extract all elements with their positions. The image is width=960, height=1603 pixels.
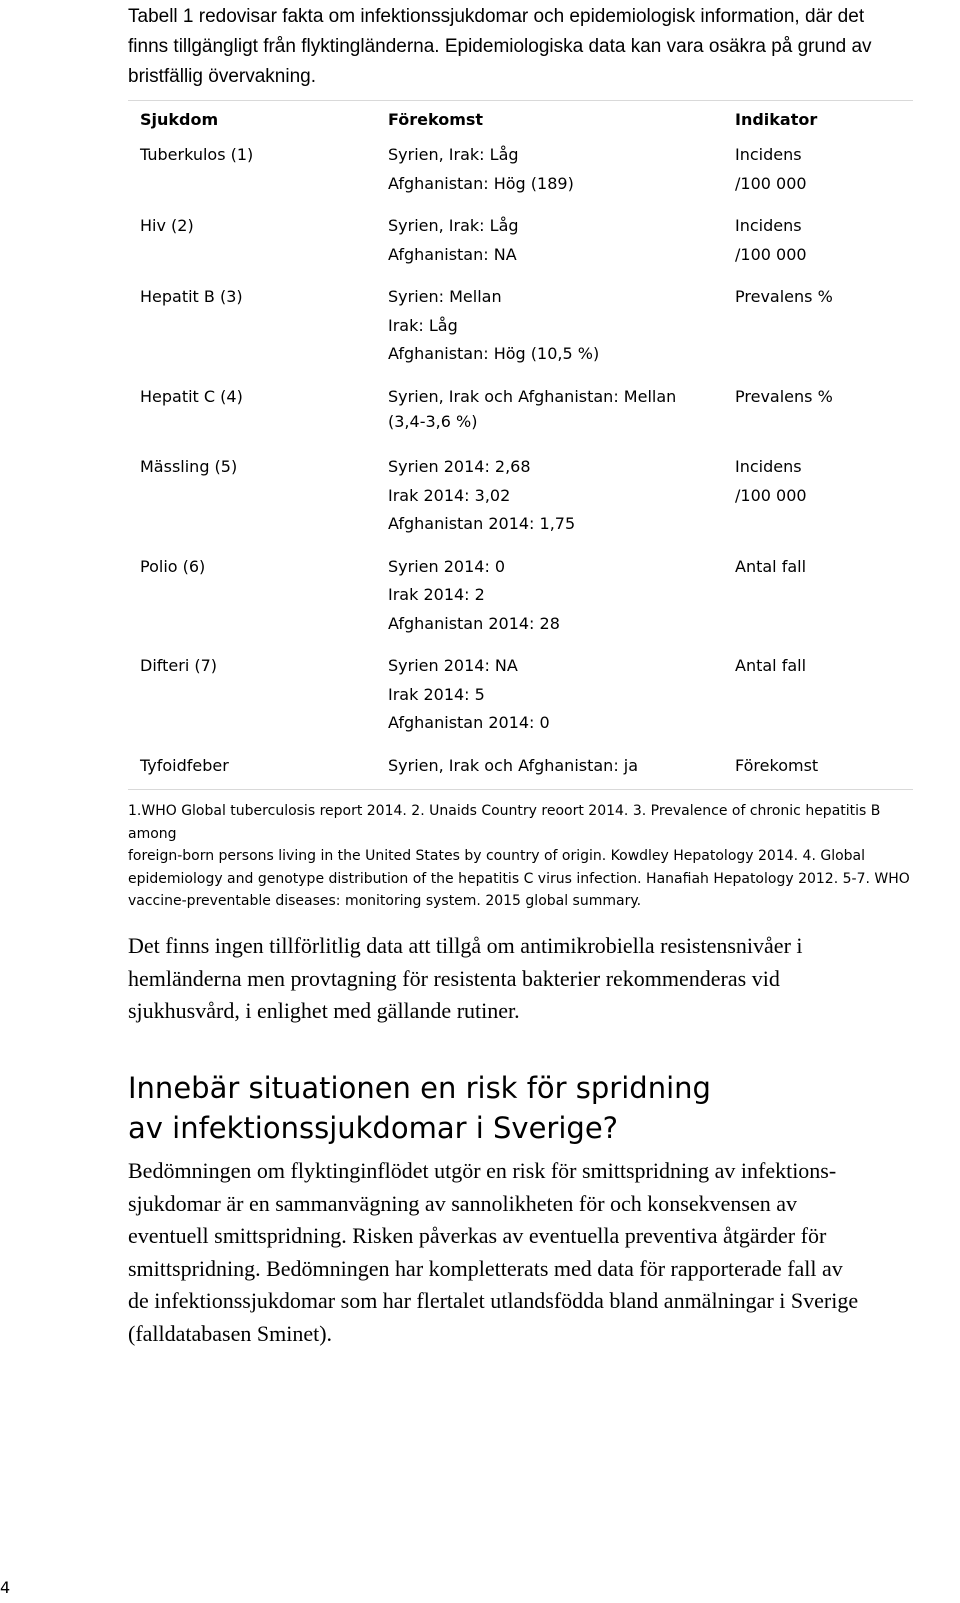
page-number: 4 [0,1578,11,1597]
intro-line: finns tillgängligt från flyktingländerna. Epidemiologiska data kan vara osäkra på grund av [128,36,872,57]
assessment-paragraph [128,1155,918,1350]
table-header-row [128,101,913,141]
indicator-cell: Prevalens % [735,386,833,406]
intro-line: bristfällig övervakning. [128,66,316,87]
disease-cell: Mässling (5) [140,457,238,476]
heading-line: Innebär situationen en risk för spridning [128,1071,711,1105]
table-row [128,553,913,653]
section-heading [128,1068,918,1148]
footnote-line: 1.WHO Global tuberculosis report 2014. 2. Unaids Country reoort 2014. 3. Prevalence of chronic hepatitis B among [128,803,881,842]
table-row [128,141,913,212]
disease-cell: Hepatit C (4) [140,386,243,406]
occurrence-cell: Syrien, Irak och Afghanistan: Mellan (3,4-3,6 %) [388,386,677,431]
header-indicator: Indikator [735,110,818,129]
footnote-line: epidemiology and genotype distribution of the hepatitis C virus infection. Hanafiah Hepatology 2012. 5-7. WHO [128,870,910,887]
disease-cell: Difteri (7) [140,656,218,675]
paragraph-line: hemländerna men provtagning för resistenta bakterier rekommenderas vid [128,965,780,991]
resistance-paragraph [128,930,918,1028]
paragraph-line: sjukhusvård, i enlighet med gällande rutiner. [128,998,520,1023]
heading-line: av infektionssjukdomar i Sverige? [128,1111,619,1145]
occurrence-cell: Syrien: Mellan Irak: Låg Afghanistan: Hög (10,5 %) [388,287,600,363]
indicator-cell: Antal fall [735,656,807,675]
paragraph-line: de infektionssjukdomar som har flertalet utlandsfödda bland anmälningar i Sverige [128,1288,859,1313]
indicator-cell: Incidens /100 000 [735,216,807,264]
occurrence-cell: Syrien, Irak: Låg Afghanistan: Hög (189) [388,145,574,193]
footnote-line: vaccine-preventable diseases: monitoring system. 2015 global summary. [128,893,642,909]
occurrence-cell: Syrien 2014: 2,68 Irak 2014: 3,02 Afghanistan 2014: 1,75 [388,457,576,533]
paragraph-line: (falldatabasen Sminet). [128,1320,333,1346]
occurrence-cell: Syrien, Irak och Afghanistan: ja [388,755,639,775]
disease-cell: Tyfoidfeber [140,755,229,775]
table-row [128,212,913,283]
indicator-cell: Incidens /100 000 [735,145,807,193]
header-occurrence: Förekomst [388,110,484,129]
table-row [128,383,913,454]
occurrence-cell: Syrien 2014: 0 Irak 2014: 2 Afghanistan 2014: 28 [388,556,560,633]
table-footnote-row [128,790,913,913]
paragraph-line: eventuell smittspridning. Risken påverkas av eventuella preventiva åtgärder för [128,1223,827,1248]
paragraph-line: Bedömningen om flyktinginflödet utgör en risk för smittspridning av infektions- [128,1158,837,1183]
header-disease: Sjukdom [140,110,219,129]
table-row [128,283,913,383]
paragraph-line: smittspridning. Bedömningen har kompletterats med data för rapporterade fall av [128,1255,843,1281]
occurrence-cell: Syrien, Irak: Låg Afghanistan: NA [388,216,519,264]
disease-cell: Hiv (2) [140,216,194,235]
indicator-cell: Förekomst [735,755,819,775]
occurrence-cell: Syrien 2014: NA Irak 2014: 5 Afghanistan 2014: 0 [388,656,550,732]
table-row [128,652,913,752]
disease-table [128,100,913,913]
indicator-cell: Incidens /100 000 [735,457,807,505]
indicator-cell: Prevalens % [735,287,833,306]
footnote-line: foreign-born persons living in the United States by country of origin. Kowdley Hepatology 2014. 4. Global [128,848,866,864]
intro-paragraph [128,2,928,92]
intro-line: Tabell 1 redovisar fakta om infektionssjukdomar och epidemiologisk information, där det [128,6,865,27]
paragraph-line: Det finns ingen tillförlitlig data att tillgå om antimikrobiella resistensnivåer i [128,933,803,958]
paragraph-line: sjukdomar är en sammanvägning av sannolikheten för och konsekvensen av [128,1190,797,1216]
table-row [128,453,913,553]
disease-cell: Hepatit B (3) [140,287,243,306]
disease-cell: Polio (6) [140,556,206,576]
table-footnote [128,790,913,913]
table-row [128,752,913,790]
disease-cell: Tuberkulos (1) [140,145,254,164]
indicator-cell: Antal fall [735,556,807,576]
